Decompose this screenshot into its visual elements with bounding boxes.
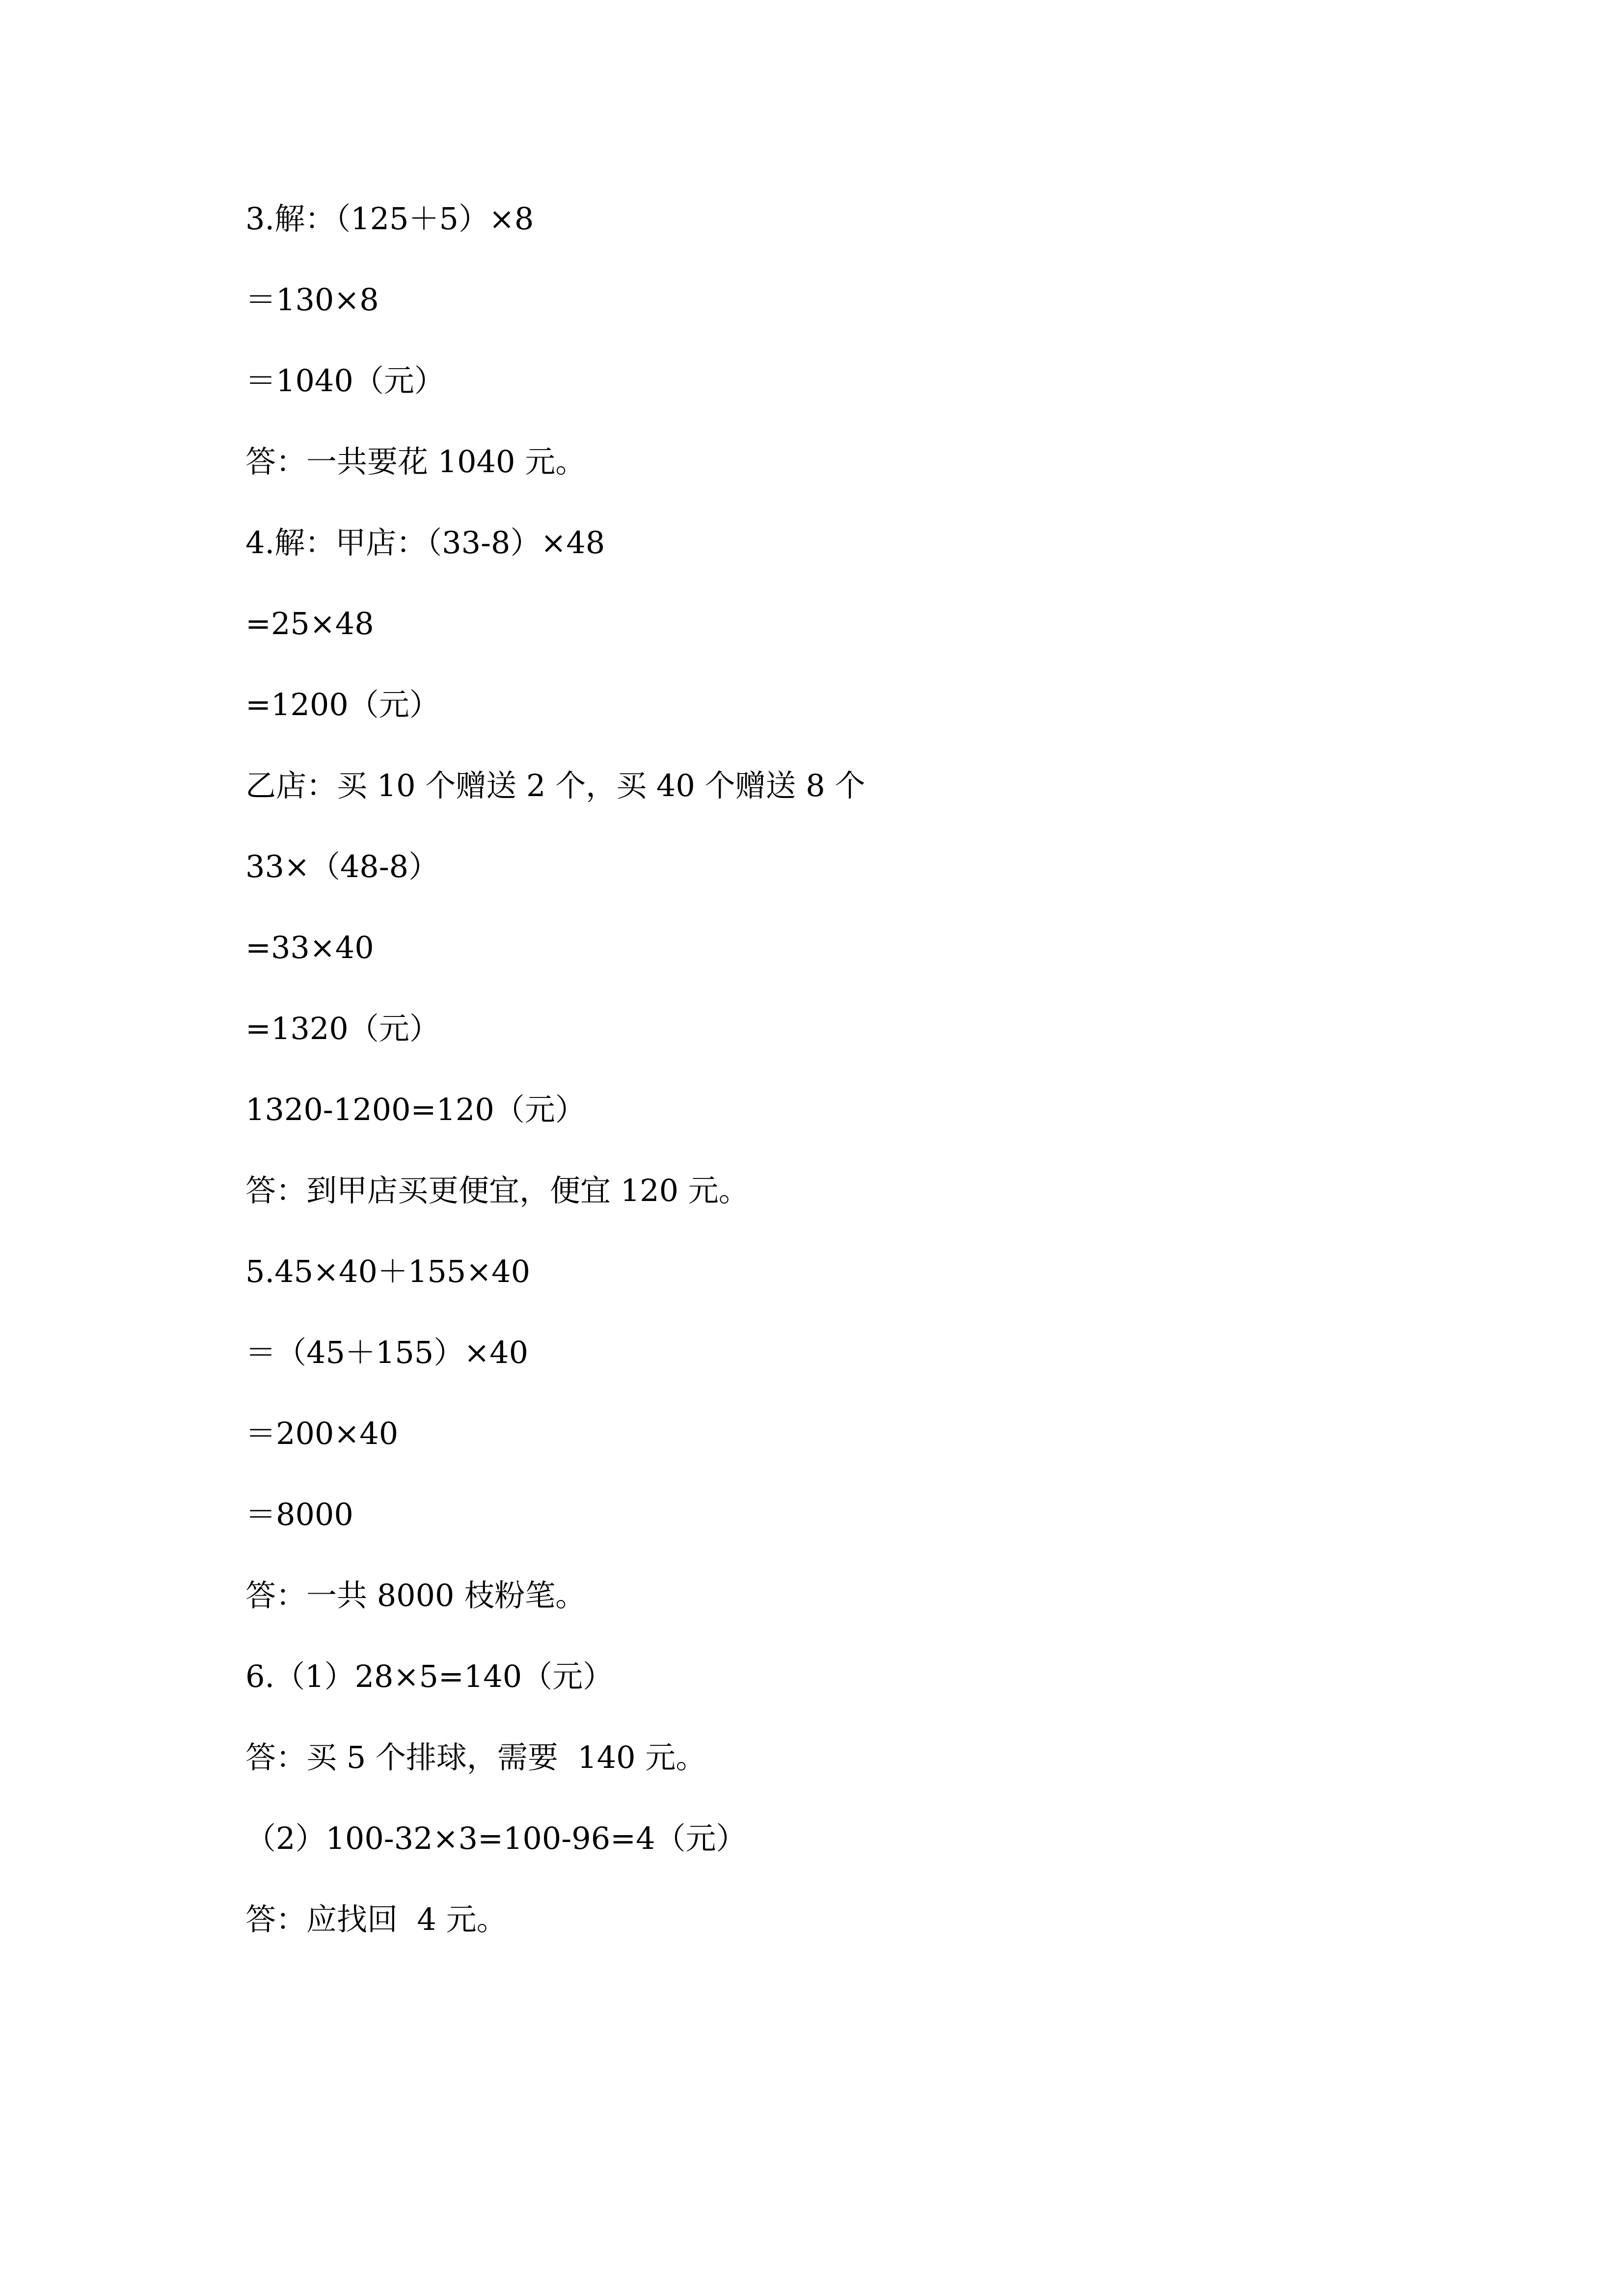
q4-shop-b-formula-line: 33×（48-8） [245,849,439,884]
q4-shop-b-result-line: =1320（元） [245,1011,440,1046]
q5-solution-line: 5.45×40＋155×40 [245,1254,531,1289]
q6-part2-line: （2）100-32×3=100-96=4（元） [245,1820,747,1856]
q4-shop-b-line: 乙店：买 10 个赠送 2 个，买 40 个赠送 8 个 [245,768,866,803]
q6-part1-answer-line: 答：买 5 个排球，需要 140 元。 [245,1739,706,1775]
q3-step-line: ＝130×8 [245,282,379,318]
q5-result-line: ＝8000 [245,1496,353,1532]
q6-part2-answer-line: 答：应找回 4 元。 [245,1901,507,1937]
q4-answer-line: 答：到甲店买更便宜，便宜 120 元。 [245,1173,749,1208]
q4-step-line: =25×48 [245,606,374,641]
q3-answer-line: 答：一共要花 1040 元。 [245,444,586,480]
q4-result-line: =1200（元） [245,687,440,722]
q5-step-line: ＝（45＋155）×40 [245,1335,529,1370]
q5-answer-line: 答：一共 8000 枝粉笔。 [245,1577,586,1613]
q6-part1-line: 6.（1）28×5=140（元） [245,1658,614,1694]
q3-solution-line: 3.解：（125＋5）×8 [245,201,534,237]
q4-difference-line: 1320-1200=120（元） [245,1092,586,1127]
q5-step2-line: ＝200×40 [245,1415,399,1451]
q4-shop-b-step-line: =33×40 [245,930,374,965]
q4-solution-line: 4.解：甲店：（33-8）×48 [245,525,605,561]
solution-text [245,196,1424,1978]
q3-result-line: ＝1040（元） [245,363,445,399]
